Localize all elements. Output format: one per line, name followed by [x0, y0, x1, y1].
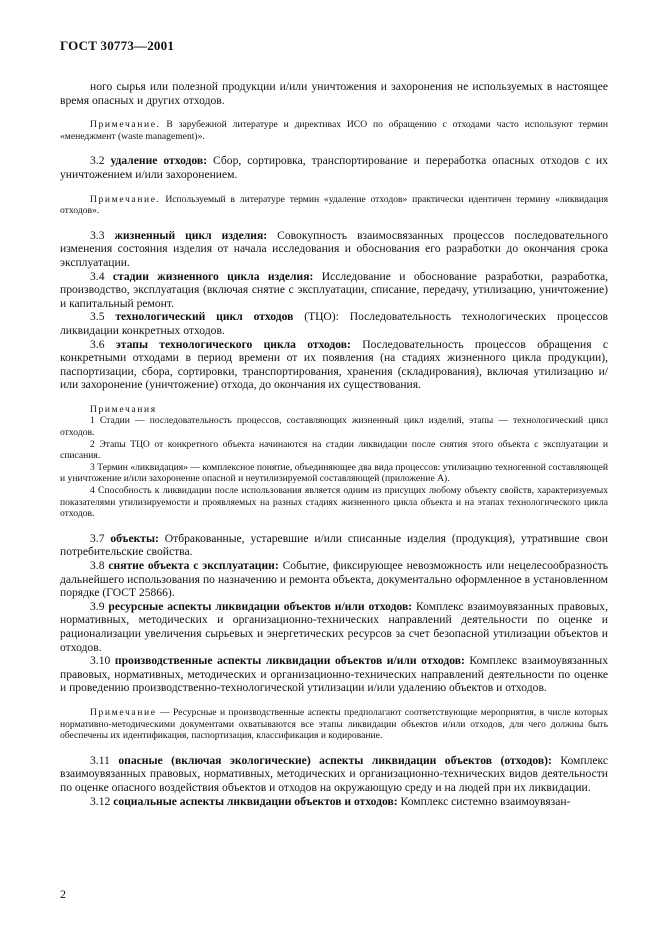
term: стадии жизненного цикла изделия: — [112, 269, 314, 283]
definition-3-2 — [60, 154, 608, 181]
term: снятие объекта с эксплуатации: — [108, 559, 279, 572]
notes-heading — [60, 404, 608, 416]
definition-text: Комплекс взаимоувязанных правовых, нормативных, методических и организационно-технических видов деятельности по оценке опасного воздействия объектов и отходов на окружающую среду и на людей при их ликвидации. — [60, 753, 609, 794]
note-item: 1 Стадии — последовательность процессов, составляющих жизненный цикл изделий, этапы — технологический цикл отходов. — [60, 415, 608, 439]
note-2 — [60, 194, 608, 217]
definition-text: Последовательность процессов обращения с конкретными отходами в период времени от их появления (на стадиях жизненного цикла продукции), паспортизации, сбора, сортировки, транспортирования, хранения (складирования), включая утилизацию и/или захоронение (уничтожение) отхода, до окончания их существования. — [60, 337, 608, 392]
term: этапы технологического цикла отходов: — [115, 337, 351, 351]
note-1 — [60, 119, 608, 142]
definition-text: Исследование и обоснование разработки, разработка, производство, эксплуатация (включая снятие с эксплуатации, списание, передачу, утилизацию, уничтожение) и капитальный ремонт. — [60, 269, 609, 310]
term: жизненный цикл изделия: — [114, 228, 268, 242]
note-text: — Ресурсные и производственные аспекты предполагают соответствующие мероприятия, в числе которых нормативно-методическими документами охватываются все этапы ликвидации объектов и/или отходов, для чего должны быть обеспечены их идентификация, паспортизация, классификация и кодирование. — [60, 706, 608, 742]
definition-text: (ТЦО): Последовательность технологических процессов ликвидации конкретных отходов. — [60, 310, 609, 337]
item-number: 3.2 — [90, 154, 111, 168]
item-number: 3.12 — [90, 794, 114, 808]
item-number: 3.4 — [90, 269, 113, 283]
definition-text: Комплекс взаимоувязанных правовых, нормативных, методических и организационно-технических направлений деятельности по оценке и проведению производственно-технологической утилизации и/или удалению объектов и отходов. — [60, 654, 608, 695]
definition-3-12 — [60, 795, 608, 809]
term: объекты: — [110, 531, 159, 545]
item-number: 3.5 — [90, 310, 116, 324]
definition-text: Сбор, сортировка, транспортирование и переработка опасных отходов с их уничтожением и/или захоронением. — [60, 154, 608, 181]
definition-text: Событие, фиксирующее невозможность или нецелесообразность дальнейшего использования по назначению и ремонта объекта, документально оформленное в установленном порядке (ГОСТ 25866). — [60, 559, 609, 600]
note-4 — [60, 707, 608, 742]
definition-text: Совокупность взаимосвязанных процессов последовательного изменения состояния изделия от начала исследования и обоснования его разработки до окончания срока эксплуатации. — [60, 228, 609, 269]
definition-text: Комплекс системно взаимоувязан- — [397, 794, 571, 808]
note-label: Примечание. — [90, 193, 161, 205]
definition-3-5 — [60, 310, 608, 337]
definition-text: Комплекс взаимоувязанных правовых, нормативных, методических и организационно-технических направлений деятельности по оценке и рационализации увеличения сырьевых и энергетических ресурсов за счет безопасной утилизации объектов и отходов. — [60, 599, 608, 654]
term: удаление отходов: — [110, 154, 208, 168]
notes-label: Примечания — [90, 403, 157, 415]
term: технологический цикл отходов — [115, 310, 294, 324]
definition-3-8 — [60, 559, 608, 600]
item-number: 3.9 — [90, 599, 109, 613]
definition-3-10 — [60, 654, 608, 695]
page-body — [60, 80, 608, 808]
definition-3-6 — [60, 338, 608, 392]
paragraph-continuation: ного сырья или полезной продукции и/или уничтожения и захоронения не используемых в настоящее время опасных и других отходов. — [60, 80, 608, 107]
definition-3-4 — [60, 270, 608, 311]
term: опасные (включая экологические) аспекты ликвидации объектов (отходов): — [118, 753, 552, 767]
item-number: 3.6 — [90, 337, 116, 351]
definition-3-11 — [60, 754, 608, 795]
item-number: 3.3 — [90, 228, 115, 242]
note-text: Используемый в литературе термин «удаление отходов» практически идентичен термину «ликвидация отходов». — [60, 193, 608, 217]
note-label: Примечание — [90, 706, 157, 718]
term: социальные аспекты ликвидации объектов и отходов: — [113, 794, 398, 808]
note-item: 2 Этапы ТЦО от конкретного объекта начинаются на стадии ликвидации после снятия этого объекта с эксплуатации и списания. — [60, 438, 608, 462]
definition-3-9 — [60, 600, 608, 654]
note-item: 4 Способность к ликвидации после использования является одним из присущих любому объекту свойств, характеризуемых показателями утилизируемости и проявляемых на разных стадиях жизненного цикла объекта и на этапах технологического цикла отходов. — [60, 485, 608, 520]
item-number: 3.11 — [90, 753, 119, 767]
term: производственные аспекты ликвидации объектов и/или отходов: — [114, 654, 465, 668]
item-number: 3.10 — [90, 654, 115, 668]
note-text: В зарубежной литературе и директивах ИСО по обращению с отходами часто используют термин «менеджмент (waste management)». — [60, 119, 608, 142]
definition-3-7 — [60, 532, 608, 559]
note-label: Примечание. — [90, 119, 161, 131]
note-item: 3 Термин «ликвидация» — комплексное понятие, объединяющее два вида процессов: утилизацию техногенной составляющей и уничтожение и/или захоронение опасной и неутилизируемой составляющей (приложение А). — [60, 461, 608, 485]
document-header: ГОСТ 30773—2001 — [60, 38, 175, 53]
definition-text: Отбракованные, устаревшие и/или списанные изделия (продукция), утратившие свои потребительские свойства. — [60, 531, 608, 559]
page-number: 2 — [60, 887, 66, 901]
item-number: 3.7 — [90, 531, 111, 545]
item-number: 3.8 — [90, 559, 109, 572]
definition-3-3 — [60, 229, 608, 270]
term: ресурсные аспекты ликвидации объектов и/или отходов: — [108, 599, 413, 613]
